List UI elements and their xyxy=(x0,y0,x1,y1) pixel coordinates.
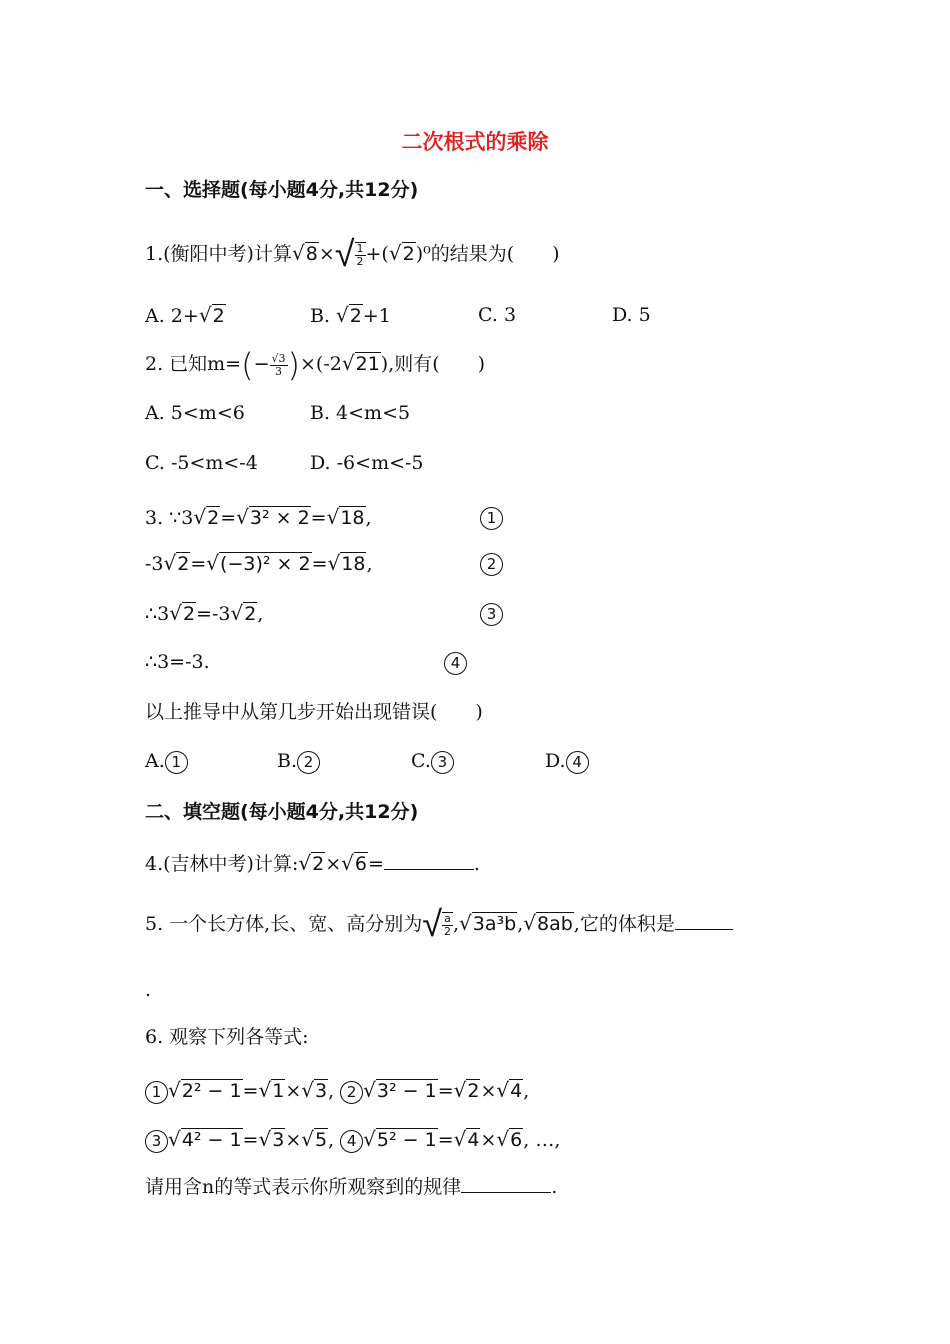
q3-option-a: A. 1 xyxy=(145,746,188,776)
q3-option-c: C. 3 xyxy=(411,746,454,776)
q5-trailing-dot: . xyxy=(145,979,152,1001)
q2-option-c: C. -5<m<-4 xyxy=(145,452,258,474)
q1-sqrt-half: √ $\frac{1}{2}$ xyxy=(334,234,364,275)
q1-option-c: C. 3 xyxy=(478,304,517,326)
q1-prefix: 1.(衡阳中考)计算 xyxy=(145,243,292,265)
q1-option-a: A. 2+√2 xyxy=(145,303,225,327)
q3-line-1: 3. ∵3√2=√3² × 2=√18, xyxy=(145,505,372,529)
q3-option-b: B. 2 xyxy=(277,746,320,776)
q1-times: × xyxy=(318,243,335,265)
q1-exponent: )⁰ xyxy=(415,243,431,265)
q1-sqrt2: √2 xyxy=(388,241,415,265)
q3-step-mark-2: 2 xyxy=(480,548,503,578)
q2-suffix: ),则有( ) xyxy=(380,353,486,375)
q5-answer-blank[interactable] xyxy=(675,911,733,930)
q1-option-d: D. 5 xyxy=(612,304,651,326)
q2-fraction: $\frac{√3}{3}$ xyxy=(271,351,286,378)
q3-step-mark-1: 1 xyxy=(480,502,503,532)
q1-sqrt8: √8 xyxy=(291,241,318,265)
page-title: 二次根式的乘除 xyxy=(401,130,549,154)
question-6: 6. 观察下列各等式: xyxy=(145,1026,309,1048)
section-choice-heading: 一、选择题(每小题4分,共12分) xyxy=(145,179,419,201)
q2-option-b: B. 4<m<5 xyxy=(310,402,411,424)
q3-line-3: ∴3√2=-3√2, xyxy=(145,601,264,625)
q6-equations-row-1: 1 √2² − 1=√1×√3, 2 √3² − 1=√2×√4, xyxy=(145,1075,529,1106)
q6-answer-blank[interactable] xyxy=(461,1174,551,1193)
q2-option-d: D. -6<m<-5 xyxy=(310,452,424,474)
q4-answer-blank[interactable] xyxy=(384,851,474,870)
section-fill-heading: 二、填空题(每小题4分,共12分) xyxy=(145,801,419,823)
q6-rule: 请用含n的等式表示你所观察到的规律 . xyxy=(145,1176,558,1198)
q2-mid: ×(-2 xyxy=(300,353,342,375)
question-2: 2. 已知m=(− $\frac{√3}{3}$ )×(-2√21),则有( ) xyxy=(145,346,486,384)
q3-step-mark-4: 4 xyxy=(444,647,467,677)
q3-line-4: ∴3=-3. xyxy=(145,651,210,673)
q3-step-mark-3: 3 xyxy=(480,598,503,628)
q3-question: 以上推导中从第几步开始出现错误( ) xyxy=(145,701,483,723)
q2-sqrt21: √21 xyxy=(341,351,380,375)
q2-option-a: A. 5<m<6 xyxy=(145,402,245,424)
q2-prefix: 2. 已知m= xyxy=(145,353,242,375)
q1-plus: +( xyxy=(365,243,389,265)
q3-line-2: -3√2=√(−3)² × 2=√18, xyxy=(145,551,373,575)
question-5: 5. 一个长方体,长、宽、高分别为√ $\frac{a}{2}$ ,√3a³b,√8ab,它的体积是 xyxy=(145,908,733,940)
q1-option-b: B. √2+1 xyxy=(310,303,391,327)
q1-suffix: 的结果为( ) xyxy=(430,243,560,265)
question-1 xyxy=(145,234,560,275)
q6-equations-row-2: 3 √4² − 1=√3×√5, 4 √5² − 1=√4×√6, …, xyxy=(145,1124,560,1155)
question-4: 4.(吉林中考)计算:√2×√6= . xyxy=(145,851,480,875)
q3-option-d: D. 4 xyxy=(545,746,589,776)
